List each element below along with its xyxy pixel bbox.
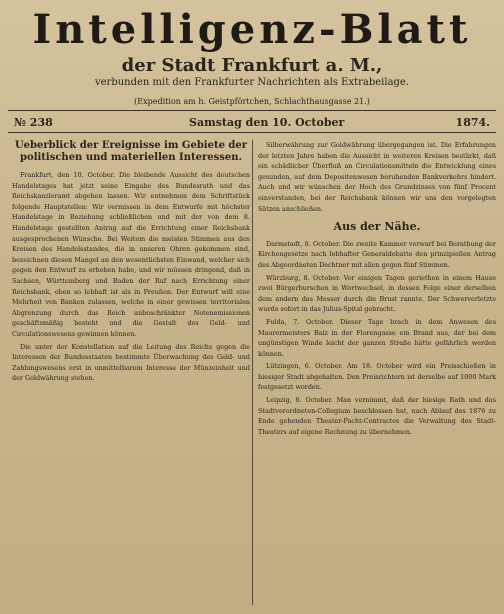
masthead-tagline: verbunden mit den Frankfurter Nachrichten als Extrabeilage. — [94, 77, 410, 88]
issue-number: № 238 — [14, 116, 53, 129]
issue-year: 1874. — [455, 116, 490, 129]
masthead-title: Intelligenz-Blatt — [32, 6, 472, 53]
dateline-rule — [8, 132, 496, 133]
article-heading: Ueberblick der Ereignisse im Gebiete der politischen und materiellen Interessen. — [14, 140, 248, 163]
news-item: Darmstadt, 8. October. Die zweite Kammer verwarf bei Berathung der Kirchengesetze nach lebhafter Generaldebatte den prinzipiellen Antrag des Abgeordneten Dechtner mit allen gegen fünf Stimmen. — [258, 239, 496, 269]
article-paragraph: Frankfurt, den 10. October. Die bleibende Aussicht des deutschen Handelstages hat jetzt seine Eingabe des Bundesrath und das Reichskanzleramt abgehen lassen. Wir entnehmen dem Schriftstück folgende Hauptstellen: Wir vermissen in dem Entwurfe mit höchster Handelstage in Beziehung schließlichen und mit der von dem 8. Handelstage gestellten Antrag auf die Errichtung einer Reichsbank ausgesprochenen Wünsche. Bei Weitem die meisten Stimmen aus den Kreisen des Handelsstandes, die in unseren Ohren gekommen sind, bezeichnen diesen Mangel an den wesentlichsten Einwand, welcher sich gegen den Entwurf zu erheben habe, und wir müssen dringend, daß in Sachsen, Württemberg und Baden der Ruf nach Errichtung einer Reichsbank, eben so lebhaft ist als in Preußen. Der Entwurf will eine Mehrheit von Banken zulassen, welche in einer gewissen territorialen Abgrenzung durch das Reich unbeschränkter Notenemissionen geschäftsmäßig besteht und die Gestalt des Geld- und Circulationswesens gewinnen können. — [12, 171, 250, 338]
news-item: Würzburg, 8. October. Vor einigen Tagen geriethen in einem Hause zwei Bürgerburschen in Wortwechsel, in dessen Folge einer derselben dem andern das Messer durch die Brust rannte. Der Schwerverletzte wurde sofort in das Julius-Spital gebracht. — [258, 273, 496, 314]
masthead-subtitle: der Stadt Frankfurt a. M., — [121, 55, 383, 76]
masthead-expedition: (Expedition am h. Geistpförtchen, Schlachthausgasse 21.) — [134, 97, 370, 106]
column-divider — [252, 140, 253, 605]
continuation-paragraph: Silberwährung zur Goldwährung übergegangen ist. Die Erfahrungen der letzten Jahre haben die Aussicht in weiteren Kreisen bestärkt, daß ein schädlicher Überfluß an Circulationsmitteln die Entwicklung eines gesunden, auf dem Depositenwesen beruhenden Bankverkehrs hindert. Auch und wir wünschen der Hoch des Grundzinses von fünf Procent einverstanden, bei der Reichsbank können wir uns den vorgelegten Sätzen anschließen. — [258, 141, 496, 213]
news-item: Lützingen, 6. October. Am 18. October wird ein Preisschießen in hiesiger Stadt abgehalten. Den Preisrichtern ist derselbe auf 1000 Mark festgesetzt worden. — [258, 362, 496, 392]
right-column — [258, 140, 496, 610]
article-paragraph: Die unter der Konstellation auf die Leitung des Reichs gegen die Interessen der Bundesstaaten bestimmte Überwachung des Geld- und Zahlungswesens erst in unmittelbarem Interesse der Münzeinheit und der Goldwährung stehen. — [12, 342, 250, 383]
news-item: Fulda, 7. October. Dieser Tage brach in dem Anwesen des Maurermeisters Balz in der Florengasse ein Brand aus, der bei dem ungünstigen Winde leicht der ganzen Straße hätte gefährlich werden können. — [258, 317, 496, 358]
masthead-rule — [8, 110, 496, 111]
section-heading: Aus der Nähe. — [333, 220, 421, 234]
issue-date: Samstag den 10. October — [189, 116, 345, 129]
news-item: Leipzig, 6. October. Man vernimmt, daß der hiesige Rath und das Stadtverordneten-Collegium beschlossen hat, nach Ablauf des 1876 zu Ende gehenden Theater-Pacht-Contractes die Verwaltung des Stadt-Theaters auf eigene Rechnung zu übernehmen. — [258, 396, 496, 436]
left-column — [12, 140, 250, 610]
